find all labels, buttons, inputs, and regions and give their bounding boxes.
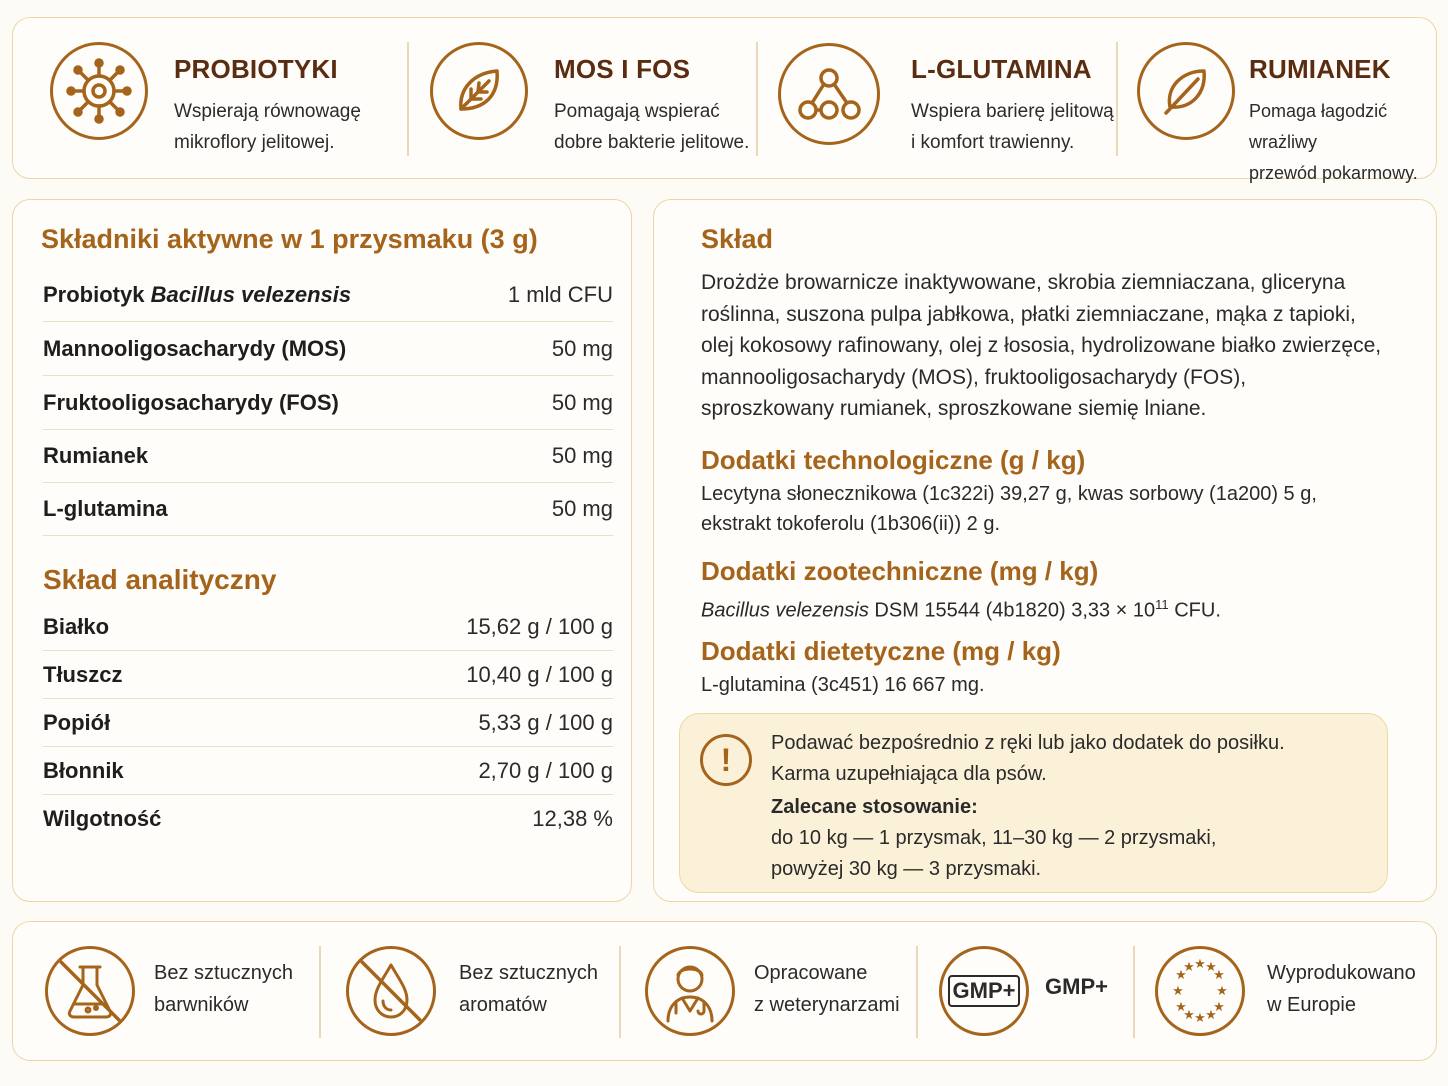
row-value: 1 mld CFU (507, 281, 613, 307)
divider (756, 42, 758, 156)
diet-additives-text: L-glutamina (3c451) 16 667 mg. (701, 674, 985, 696)
row-value: 50 mg (551, 442, 613, 468)
row-value: 50 mg (551, 495, 613, 521)
table-row (43, 747, 613, 795)
veterinarian-icon (645, 946, 735, 1036)
feature-description: Pomaga łagodzić wrażliwy przewód pokarmowy. (1249, 101, 1418, 183)
svg-text:★: ★ (1183, 960, 1195, 975)
eu-stars-icon (1155, 946, 1245, 1036)
divider (319, 946, 321, 1038)
row-value: 5,33 g / 100 g (478, 709, 613, 735)
svg-text:★: ★ (1194, 957, 1206, 972)
feature-description: Pomagają wspierać dobre bakterie jelitowe. (554, 101, 750, 153)
note-line: Podawać bezpośrednio z ręki lub jako dodatek do posiłku. (771, 732, 1285, 754)
row-label: Wilgotność (43, 806, 162, 831)
feature-title: MOS I FOS (554, 54, 691, 84)
row-label: Tłuszcz (43, 661, 123, 687)
row-label: Probiotyk Bacillus velezensis (43, 281, 352, 307)
row-value: 15,62 g / 100 g (466, 613, 613, 639)
row-value: 50 mg (551, 335, 613, 361)
recommended-usage-title: Zalecane stosowanie: (771, 796, 978, 818)
table-row (43, 795, 613, 843)
badge-text: Bez sztucznych aromatów (459, 962, 598, 1016)
row-label: Popiół (43, 709, 111, 735)
svg-text:★: ★ (1216, 984, 1228, 999)
row-value: 10,40 g / 100 g (466, 661, 613, 687)
svg-text:★: ★ (1175, 1000, 1187, 1015)
feature-title: RUMIANEK (1249, 54, 1391, 84)
badge-text: Bez sztucznych barwników (154, 962, 293, 1016)
composition-title: Skład (701, 224, 774, 254)
no-colorants-flask-icon (45, 946, 135, 1036)
table-row (43, 268, 613, 322)
note-line: Karma uzupełniająca dla psów. (771, 763, 1047, 785)
feature-description: Wspierają równowagę mikroflory jelitowej. (174, 101, 361, 153)
tech-additives-title: Dodatki technologiczne (g / kg) (701, 445, 1086, 475)
row-label: Fruktooligosacharydy (FOS) (43, 389, 339, 415)
divider (1116, 42, 1118, 156)
table-row (43, 376, 613, 430)
row-label: Mannooligosacharydy (MOS) (43, 335, 347, 361)
active-ingredients-title: Składniki aktywne w 1 przysmaku (3 g) (41, 224, 538, 254)
svg-text:★: ★ (1194, 1011, 1206, 1026)
svg-text:★: ★ (1172, 984, 1184, 999)
row-label: Białko (43, 613, 110, 639)
zoo-additives-text: Bacillus velezensis DSM 15544 (4b1820) $3,33 \times 10^{11}$ CFU. (701, 597, 1221, 622)
row-label: Rumianek (43, 442, 149, 468)
composition-panel (653, 199, 1437, 902)
row-label: Błonnik (43, 757, 124, 783)
row-value: 12,38 % (532, 806, 613, 831)
svg-text:★: ★ (1175, 968, 1187, 983)
table-row (43, 651, 613, 699)
svg-text:★: ★ (1183, 1008, 1195, 1023)
leaf-outline-icon (1137, 42, 1235, 140)
row-value: 2,70 g / 100 g (478, 757, 613, 783)
features-panel (12, 17, 1437, 183)
leaf-icon (430, 42, 528, 140)
divider (619, 946, 621, 1038)
feature-title: L-GLUTAMINA (911, 54, 1092, 84)
table-row (43, 603, 613, 651)
badges-panel (12, 921, 1437, 1061)
exclamation-icon: ! (700, 734, 752, 786)
gmp-seal-icon: GMP+ (939, 946, 1029, 1036)
svg-text:★: ★ (1213, 1000, 1225, 1015)
table-row (43, 322, 613, 376)
note-line: powyżej 30 kg — 3 przysmaki. (771, 858, 1042, 880)
row-label: L-glutamina (43, 495, 168, 521)
zoo-additives-title: Dodatki zootechniczne (mg / kg) (701, 556, 1099, 586)
row-value: 50 mg (551, 389, 613, 415)
table-row (43, 699, 613, 747)
table-row (43, 482, 613, 536)
badge-text: Opracowane z weterynarzami (754, 962, 900, 1016)
divider (407, 42, 409, 156)
svg-text:★: ★ (1205, 960, 1217, 975)
svg-text:★: ★ (1213, 968, 1225, 983)
table-row (43, 429, 613, 483)
no-aroma-drop-icon (346, 946, 436, 1036)
nutrition-panel (12, 199, 632, 902)
feature-title: PROBIOTYKI (174, 54, 338, 84)
divider (1133, 946, 1135, 1038)
composition-text: Drożdże browarnicze inaktywowane, skrobia ziemniaczana, gliceryna roślinna, suszona pulpa jabłkowa, płatki ziemniaczane, mąka z tapioki, olej kokosowy rafinowany, olej z łososia, hydrolizowane białko zwierzęce, mannooligosacharydy (MOS), fruktooligosacharydy (FOS), sproszkowany rumianek, sproszkowane siemię lniane. (701, 271, 1382, 420)
badge-text: Wyprodukowano w Europie (1267, 962, 1416, 1016)
tech-additives-text: Lecytyna słonecznikowa (1c322i) 39,27 g, kwas sorbowy (1a200) 5 g, ekstrakt tokoferolu (1b306(ii)) 2 g. (701, 483, 1317, 535)
divider (916, 946, 918, 1038)
badge-text: GMP+ (1045, 974, 1108, 999)
note-line: do 10 kg — 1 przysmak, 11–30 kg — 2 przysmaki, (771, 827, 1217, 849)
svg-text:★: ★ (1205, 1008, 1217, 1023)
feature-description: Wspiera barierę jelitową i komfort trawienny. (911, 101, 1114, 153)
usage-note (679, 713, 1388, 893)
diet-additives-title: Dodatki dietetyczne (mg / kg) (701, 636, 1061, 666)
molecule-icon (778, 43, 880, 145)
analytic-title: Skład analityczny (43, 564, 277, 595)
bacteria-icon (50, 42, 148, 140)
